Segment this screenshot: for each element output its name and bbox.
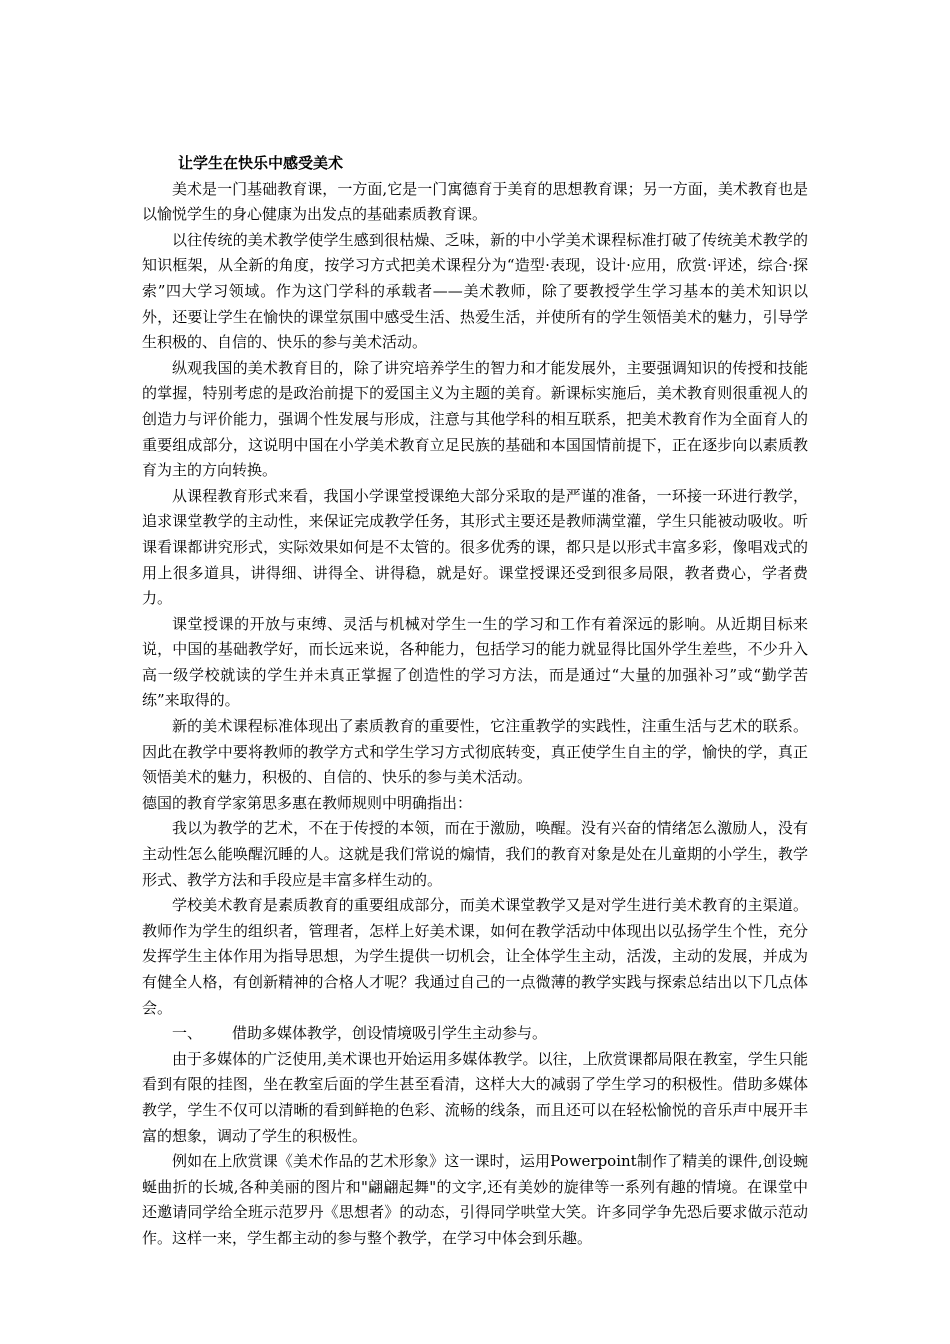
paragraph: 从课程教育形式来看，我国小学课堂授课绝大部分采取的是严谨的准备，一环接一环进行教学，追求课堂教学的主动性，来保证完成教学任务，其形式主要还是教师满堂灌，学生只能被动吸收。听课看课都讲究形式，实际效果如何是不太管的。很多优秀的课，都只是以形式丰富多彩，像唱戏式的用上很多道具，讲得细、讲得全、讲得稳，就是好。课堂授课还受到很多局限，教者费心，学者费力。	[142, 486, 808, 608]
paragraph: 新的美术课程标准体现出了素质教育的重要性，它注重教学的实践性，注重生活与艺术的联系。因此在教学中要将教师的教学方式和学生学习方式彻底转变，真正使学生自主的学，愉快的学，真正领悟美术的魅力，积极的、自信的、快乐的参与美术活动。	[142, 717, 808, 787]
document-page	[142, 151, 808, 1252]
document-title: 让学生在快乐中感受美术	[178, 154, 344, 172]
paragraph: 课堂授课的开放与束缚、灵活与机械对学生一生的学习和工作有着深远的影响。从近期目标来说，中国的基础教学好，而长远来说，各种能力，包括学习的能力就显得比国外学生差些，不少升入高一级学校就读的学生并未真正掌握了创造性的学习方法，而是通过“大量的加强补习”或“勤学苦练”来取得的。	[142, 614, 808, 710]
section-heading-text: 借助多媒体教学，创设情境吸引学生主动参与。	[232, 1024, 548, 1043]
paragraph: 学校美术教育是素质教育的重要组成部分，而美术课堂教学又是对学生进行美术教育的主渠道。教师作为学生的组织者，管理者，怎样上好美术课，如何在教学活动中体现出以弘扬学生个性，充分发挥学生主体作用为指导思想，为学生提供一切机会，让全体学生主动，活泼，主动的发展，并成为有健全人格，有创新精神的合格人才呢？我通过自己的一点微薄的教学实践与探索总结出以下几点体会。	[142, 896, 808, 1017]
section-number: 一、	[172, 1024, 203, 1043]
section-heading	[142, 1021, 808, 1047]
paragraph: 例如在上欣赏课《美术作品的艺术形象》这一课时，运用Powerpoint制作了精美的课件,创设蜿蜒曲折的长城,各种美丽的图片和"翩翩起舞"的文字,还有美妙的旋律等一系列有趣的情境。在课堂中还邀请同学给全班示范罗丹《思想者》的动态，引得同学哄堂大笑。许多同学争先恐后要求做示范动作。这样一来，学生都主动的参与整个教学，在学习中体会到乐趣。	[142, 1152, 808, 1247]
paragraph: 由于多媒体的广泛使用,美术课也开始运用多媒体教学。以往，上欣赏课都局限在教室，学生只能看到有限的挂图，坐在教室后面的学生甚至看清，这样大大的减弱了学生学习的积极性。借助多媒体教学，学生不仅可以清晰的看到鲜艳的色彩、流畅的线条，而且还可以在轻松愉悦的音乐声中展开丰富的想象，调动了学生的积极性。	[142, 1049, 808, 1145]
paragraph: 美术是一门基础教育课，一方面,它是一门寓德育于美育的思想教育课；另一方面，美术教育也是以愉悦学生的身心健康为出发点的基础素质教育课。	[142, 179, 808, 224]
paragraph: 纵观我国的美术教育目的，除了讲究培养学生的智力和才能发展外，主要强调知识的传授和技能的掌握，特别考虑的是政治前提下的爱国主义为主题的美育。新课标实施后，美术教育则很重视人的创造力与评价能力，强调个性发展与形成，注意与其他学科的相互联系，把美术教育作为全面育人的重要组成部分，这说明中国在小学美术教育立足民族的基础和本国国情前提下，正在逐步向以素质教育为主的方向转换。	[142, 358, 808, 480]
paragraph: 以往传统的美术教学使学生感到很枯燥、乏味，新的中小学美术课程标准打破了传统美术教学的知识框架，从全新的角度，按学习方式把美术课程分为“造型·表现，设计·应用，欣赏·评述，综合·探索”四大学习领域。作为这门学科的承载者——美术教师，除了要教授学生学习基本的美术知识以外，还要让学生在愉快的课堂氛围中感受生活、热爱生活，并使所有的学生领悟美术的魅力，引导学生积极的、自信的、快乐的参与美术活动。	[142, 230, 808, 352]
paragraph: 我以为教学的艺术，不在于传授的本领，而在于激励，唤醒。没有兴奋的情绪怎么激励人，没有主动性怎么能唤醒沉睡的人。这就是我们常说的煽情，我们的教育对象是处在儿童期的小学生，教学形式、教学方法和手段应是丰富多样生动的。	[142, 819, 808, 889]
quote-intro: 德国的教育学家第思多惠在教师规则中明确指出：	[142, 793, 473, 812]
